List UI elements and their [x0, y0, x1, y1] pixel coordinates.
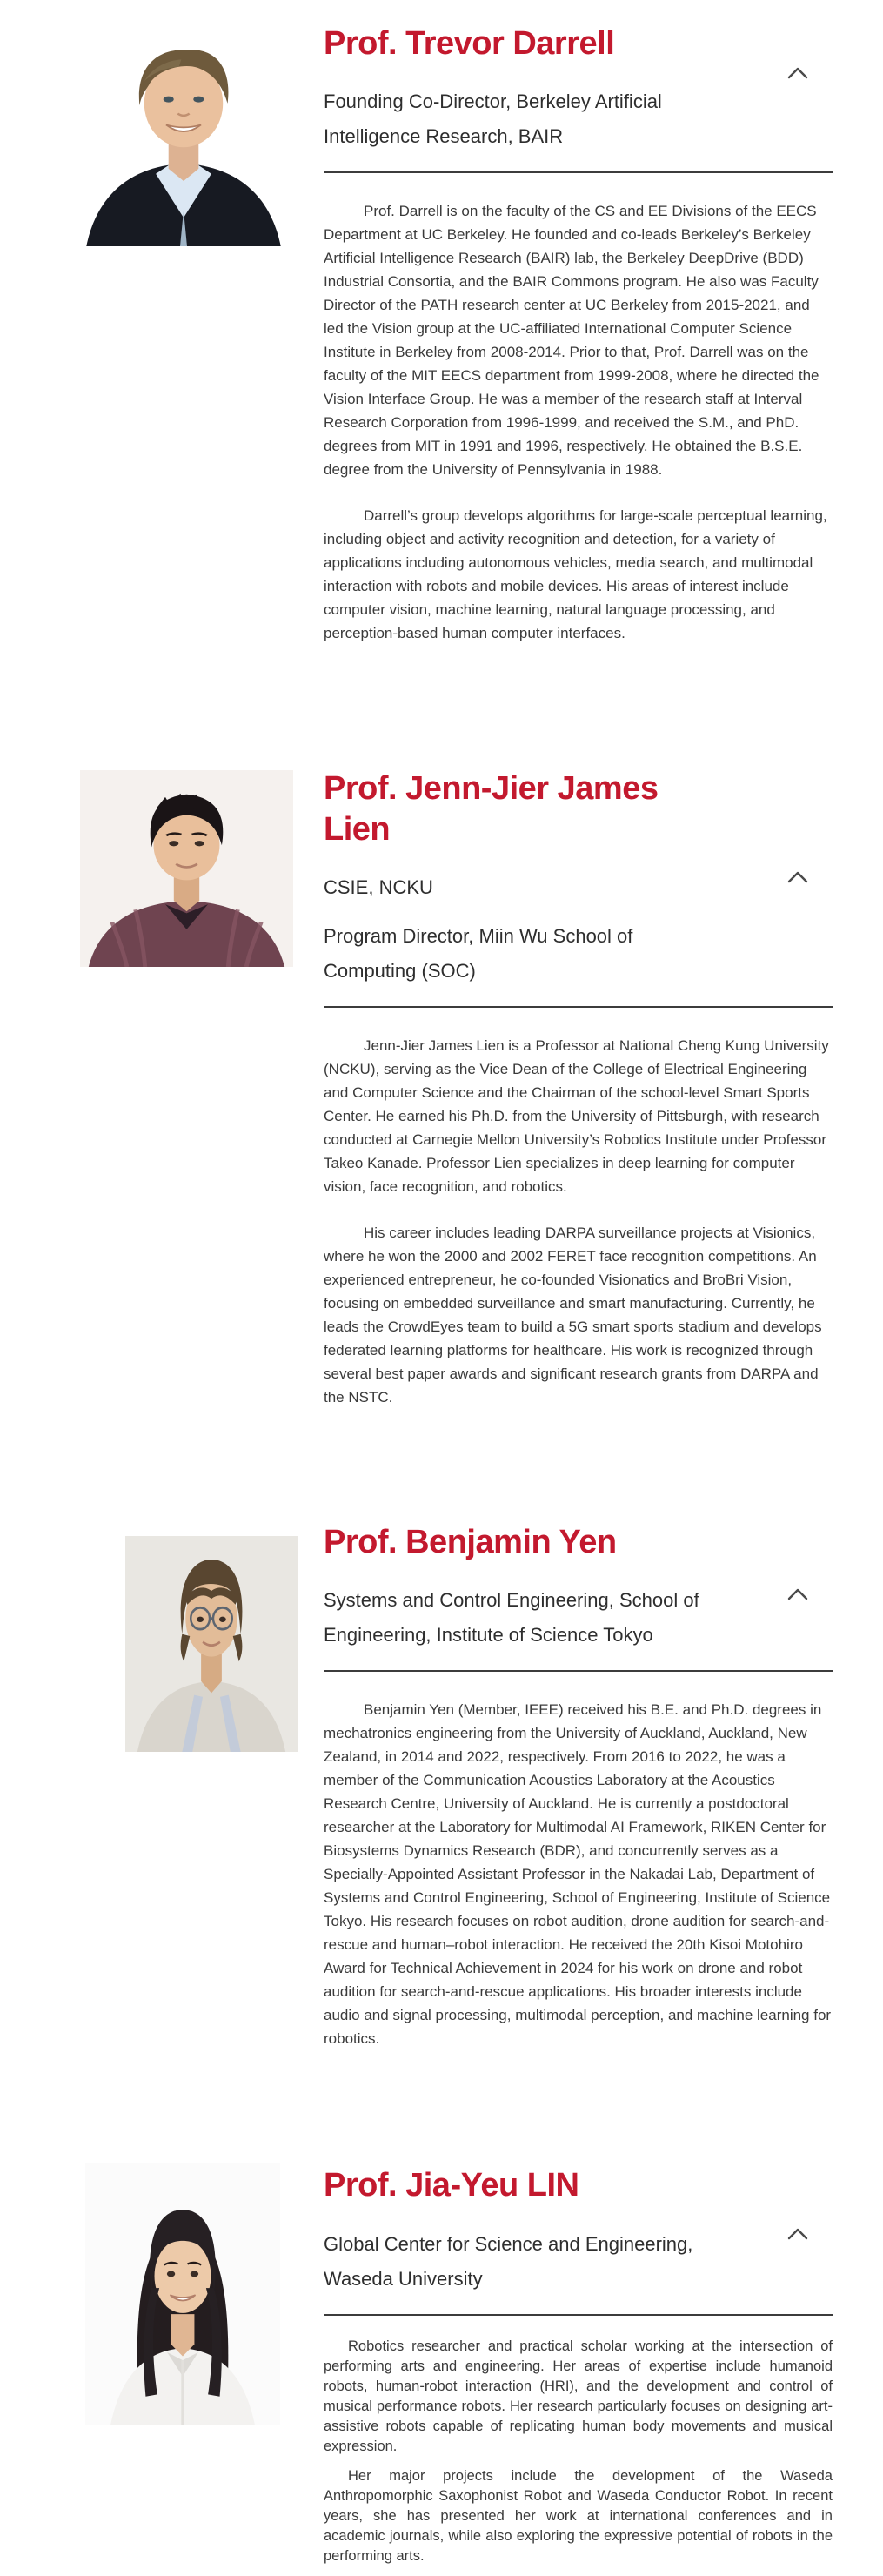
speakers-page [0, 22, 883, 2576]
profile-photo-jenn-jier-james-lien [80, 770, 293, 967]
bio [324, 1698, 833, 2050]
profile-info [324, 767, 833, 1409]
affiliation-list [324, 2227, 833, 2297]
profile-info [324, 22, 833, 645]
profile-card-trevor-darrell [0, 22, 883, 645]
section-divider [324, 2314, 833, 2316]
bio [324, 199, 833, 645]
affiliation: CSIE, NCKU [324, 876, 433, 899]
profile-card-jia-yeu-lin [0, 2163, 883, 2575]
chevron-up-icon [787, 2228, 808, 2240]
profile-photo-trevor-darrell [68, 22, 299, 246]
bio-paragraph: Jenn-Jier James Lien is a Professor at National Cheng Kung University (NCKU), serving as the Vice Dean of the College of Electrical Engineering and Computer Science and the Chairman of the school-level Smart Sports Center. He earned his Ph.D. from the University of Pittsburgh, with research conducted at Carnegie Mellon University’s Robotics Institute under Professor Takeo Kanade. Professor Lien specializes in deep learning for computer vision, face recognition, and robotics. [324, 1037, 829, 1196]
profile-info [324, 1520, 833, 2050]
profile-name: Prof. Trevor Darrell [324, 25, 615, 62]
avatar-trevor-darrell [68, 22, 299, 246]
collapse-toggle-button[interactable] [784, 2224, 812, 2244]
avatar-benjamin-yen [125, 1536, 298, 1752]
bio-paragraph: Her major projects include the development of the Waseda Anthropomorphic Saxophonist Robot and Waseda Conductor Robot. In recent years, she has presented her work at international conferences and in academic journals, while also exploring the expressive potential of robots in the performing arts. [324, 2467, 833, 2564]
photo-column [0, 767, 324, 1409]
avatar-jia-yeu-lin [85, 2163, 280, 2425]
collapse-toggle-button[interactable] [784, 64, 812, 83]
section-divider [324, 1006, 833, 1008]
profile-card-benjamin-yen [0, 1520, 883, 2050]
collapse-toggle-button[interactable] [784, 868, 812, 887]
bio-paragraph: Benjamin Yen (Member, IEEE) received his B.E. and Ph.D. degrees in mechatronics engineering from the University of Auckland, Auckland, New Zealand, in 2014 and 2022, respectively. From 2016 to 2022, he was a member of the Communication Acoustics Laboratory at the Acoustics Research Centre, University of Auckland. He is currently a postdoctoral researcher at the Laboratory for Multimodal AI Framework, RIKEN Center for Biosystems Dynamics Research (BDR), and concurrently serves as a Specially-Appointed Assistant Professor in the Nakadai Lab, Department of Systems and Control Engineering, School of Engineering, Institute of Science Tokyo. His research focuses on robot audition, drone audition for search-and-rescue and human–robot interaction. He received the 20th Kisoi Motohiro Award for Technical Achievement in 2024 for his work on drone and robot audition for search-and-rescue applications. His broader interests include audio and signal processing, multimodal perception, and machine learning for robotics. [324, 1701, 832, 2048]
affiliation: Global Center for Science and Engineering, Waseda University [324, 2232, 693, 2290]
section-divider [324, 1670, 833, 1672]
photo-column [0, 1520, 324, 2050]
profile-name: Prof. Benjamin Yen [324, 1524, 617, 1561]
affiliation-list [324, 1583, 833, 1653]
chevron-up-icon [787, 871, 808, 883]
photo-column [0, 22, 324, 645]
affiliation: Program Director, Miin Wu School of Computing (SOC) [324, 925, 633, 983]
profile-photo-benjamin-yen [125, 1536, 298, 1752]
collapse-toggle-button[interactable] [784, 1585, 812, 1604]
affiliation: Founding Co-Director, Berkeley Artificial Intelligence Research, BAIR [324, 91, 662, 148]
affiliation-list [324, 84, 833, 154]
profile-card-jenn-jier-james-lien [0, 767, 883, 1409]
chevron-up-icon [787, 67, 808, 79]
profile-info [324, 2163, 833, 2575]
bio-paragraph: Robotics researcher and practical scholar working at the intersection of performing arts and engineering. Her areas of expertise include humanoid robots, human-robot interaction (HRI), and the development and control of musical performance robots. Her research particularly focuses on designing art-assistive robots capable of replicating human body movements and musical expression. [324, 2338, 833, 2454]
affiliation: Systems and Control Engineering, School of Engineering, Institute of Science Tokyo [324, 1589, 699, 1647]
bio-paragraph: His career includes leading DARPA surveillance projects at Visionics, where he won the 2000 and 2002 FERET face recognition competitions. An experienced entrepreneur, he co-founded Visionatics and BroBri Vision, focusing on embedded surveillance and smart manufacturing. Currently, he leads the CrowdEyes team to build a 5G smart sports stadium and develops federated learning platforms for healthcare. His work is recognized through several best paper awards and significant research grants from DARPA and the NSTC. [324, 1224, 822, 1406]
bio [324, 1034, 833, 1409]
avatar-jenn-jier-james-lien [80, 770, 293, 967]
affiliation-list [324, 870, 833, 989]
bio-paragraph: Prof. Darrell is on the faculty of the CS and EE Divisions of the EECS Department at UC Berkeley. He founded and co-leads Berkeley’s Berkeley Artificial Intelligence Research (BAIR) lab, the Berkeley DeepDrive (BDD) Industrial Consortia, and the BAIR Commons program. He also was Faculty Director of the PATH research center at UC Berkeley from 2015-2021, and led the Vision group at the UC-affiliated International Computer Science Institute in Berkeley from 2008-2014. Prior to that, Prof. Darrell was on the faculty of the MIT EECS department from 1999-2008, where he directed the Vision Interface Group. He was a member of the research staff at Interval Research Corporation from 1996-1999, and received the S.M., and PhD. degrees from MIT in 1991 and 1996, respectively. He obtained the B.S.E. degree from the University of Pennsylvania in 1988. [324, 203, 819, 479]
bio-paragraph: Darrell’s group develops algorithms for large-scale perceptual learning, including object and activity recognition and detection, for a variety of applications including autonomous vehicles, media search, and multimodal interaction with robots and mobile devices. His areas of interest include computer vision, machine learning, natural language processing, and perception-based human computer interfaces. [324, 507, 827, 642]
profile-photo-jia-yeu-lin [85, 2163, 280, 2425]
profile-name: Prof. Jia-Yeu LIN [324, 2167, 579, 2204]
chevron-up-icon [787, 1588, 808, 1600]
section-divider [324, 171, 833, 173]
bio [324, 2337, 833, 2566]
profile-name: Prof. Jenn-Jier James Lien [324, 770, 659, 848]
photo-column [0, 2163, 324, 2575]
